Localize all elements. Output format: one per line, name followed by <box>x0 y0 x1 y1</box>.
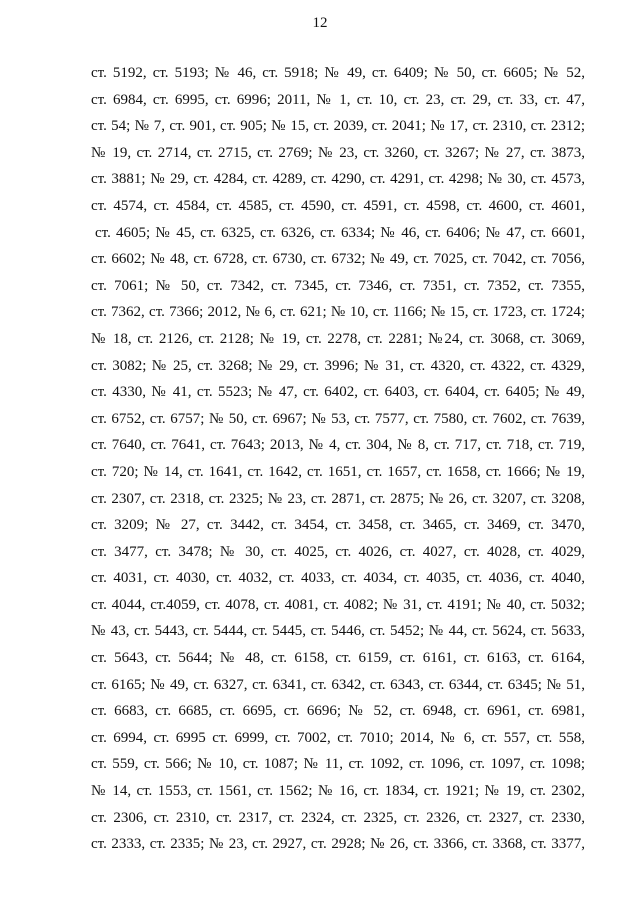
text-line: № 19, ст. 2714, ст. 2715, ст. 2769; № 23, ст. 3260, ст. 3267; № 27, ст. 3873, <box>91 144 585 161</box>
text-line: ст. 7362, ст. 7366; 2012, № 6, ст. 621; № 10, ст. 1166; № 15, ст. 1723, ст. 1724; <box>91 304 585 321</box>
text-line: ст. 2307, ст. 2318, ст. 2325; № 23, ст. 2871, ст. 2875; № 26, ст. 3207, ст. 3208, <box>91 490 585 507</box>
text-line: ст. 3477, ст. 3478; № 30, ст. 4025, ст. 4026, ст. 4027, ст. 4028, ст. 4029, <box>91 543 585 560</box>
text-line: ст. 4330, № 41, ст. 5523; № 47, ст. 6402, ст. 6403, ст. 6404, ст. 6405; № 49, <box>91 384 585 401</box>
text-line: № 14, ст. 1553, ст. 1561, ст. 1562; № 16, ст. 1834, ст. 1921; № 19, ст. 2302, <box>91 783 585 800</box>
text-line: ст. 2333, ст. 2335; № 23, ст. 2927, ст. 2928; № 26, ст. 3366, ст. 3368, ст. 3377, <box>91 836 585 853</box>
text-line: ст. 7640, ст. 7641, ст. 7643; 2013, № 4, ст. 304, № 8, ст. 717, ст. 718, ст. 719, <box>91 437 585 454</box>
text-line: ст. 5643, ст. 5644; № 48, ст. 6158, ст. 6159, ст. 6161, ст. 6163, ст. 6164, <box>91 650 585 667</box>
text-line: ст. 2306, ст. 2310, ст. 2317, ст. 2324, ст. 2325, ст. 2326, ст. 2327, ст. 2330, <box>91 809 585 826</box>
text-line: № 18, ст. 2126, ст. 2128; № 19, ст. 2278, ст. 2281; №24, ст. 3068, ст. 3069, <box>91 330 585 347</box>
text-line: ст. 4044, ст.4059, ст. 4078, ст. 4081, ст. 4082; № 31, ст. 4191; № 40, ст. 5032; <box>91 596 585 613</box>
text-line: ст. 5192, ст. 5193; № 46, ст. 5918; № 49, ст. 6409; № 50, ст. 6605; № 52, <box>91 65 585 81</box>
text-line: ст. 7061; № 50, ст. 7342, ст. 7345, ст. 7346, ст. 7351, ст. 7352, ст. 7355, <box>91 277 585 294</box>
text-line: ст. 6165; № 49, ст. 6327, ст. 6341, ст. 6342, ст. 6343, ст. 6344, ст. 6345; № 51, <box>91 676 585 693</box>
text-line: ст. 54; № 7, ст. 901, ст. 905; № 15, ст. 2039, ст. 2041; № 17, ст. 2310, ст. 2312; <box>91 118 585 135</box>
text-line: ст. 4031, ст. 4030, ст. 4032, ст. 4033, ст. 4034, ст. 4035, ст. 4036, ст. 4040, <box>91 570 585 587</box>
text-line: ст. 4605; № 45, ст. 6325, ст. 6326, ст. 6334; № 46, ст. 6406; № 47, ст. 6601, <box>95 224 585 241</box>
text-line: ст. 3881; № 29, ст. 4284, ст. 4289, ст. 4290, ст. 4291, ст. 4298; № 30, ст. 4573, <box>91 171 585 188</box>
text-line: ст. 6683, ст. 6685, ст. 6695, ст. 6696; № 52, ст. 6948, ст. 6961, ст. 6981, <box>91 703 585 720</box>
text-line: ст. 559, ст. 566; № 10, ст. 1087; № 11, ст. 1092, ст. 1096, ст. 1097, ст. 1098; <box>91 756 585 773</box>
text-line: № 43, ст. 5443, ст. 5444, ст. 5445, ст. 5446, ст. 5452; № 44, ст. 5624, ст. 5633, <box>91 623 585 640</box>
text-line: ст. 6984, ст. 6995, ст. 6996; 2011, № 1, ст. 10, ст. 23, ст. 29, ст. 33, ст. 47, <box>91 91 585 108</box>
text-line: ст. 4574, ст. 4584, ст. 4585, ст. 4590, ст. 4591, ст. 4598, ст. 4600, ст. 4601, <box>91 197 585 214</box>
text-line: ст. 6994, ст. 6995 ст. 6999, ст. 7002, ст. 7010; 2014, № 6, ст. 557, ст. 558, <box>91 729 585 746</box>
document-body <box>91 60 585 858</box>
text-line: ст. 720; № 14, ст. 1641, ст. 1642, ст. 1651, ст. 1657, ст. 1658, ст. 1666; № 19, <box>91 463 585 480</box>
page-number: 12 <box>312 15 328 31</box>
text-line: ст. 3082; № 25, ст. 3268; № 29, ст. 3996; № 31, ст. 4320, ст. 4322, ст. 4329, <box>91 357 585 374</box>
text-line: ст. 6602; № 48, ст. 6728, ст. 6730, ст. 6732; № 49, ст. 7025, ст. 7042, ст. 7056, <box>91 251 585 268</box>
text-line: ст. 6752, ст. 6757; № 50, ст. 6967; № 53, ст. 7577, ст. 7580, ст. 7602, ст. 7639, <box>91 410 585 427</box>
text-line: ст. 3209; № 27, ст. 3442, ст. 3454, ст. 3458, ст. 3465, ст. 3469, ст. 3470, <box>91 517 585 534</box>
